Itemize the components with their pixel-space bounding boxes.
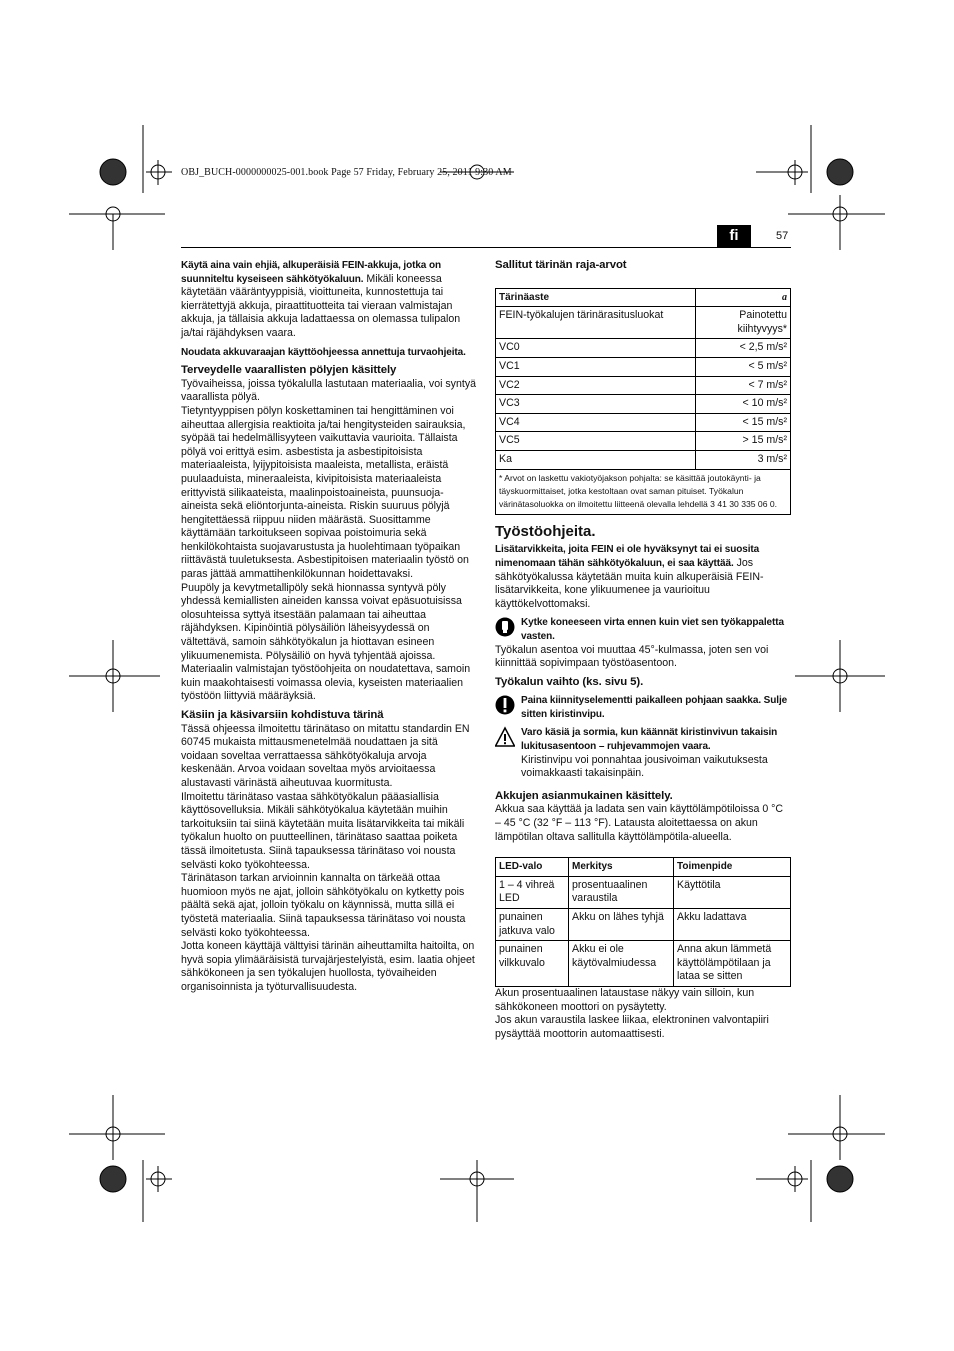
- table-cell: < 7 m/s²: [696, 376, 791, 395]
- table-cell: Painotettu kiihtyvyys*: [696, 307, 791, 339]
- battery-warning-text: Mikäli koneessa käytetään vääräntyyppisiä, vioittuneita, kunnostettuja tai kierrätettyjä akkuja, piraattituotteita tai vieraan valmistajan akkuja, ja tällaisia akkuja ladattaessa on olemassa tulipalon ja/tai räjähdyksen vaara.: [181, 272, 461, 339]
- table-row: [496, 909, 791, 941]
- low-charge-text: Jos akun varaustila laskee liikaa, elektroninen valvontapiiri pysäyttää moottorin automaattisesti.: [495, 1014, 769, 1040]
- table-cell: VC4: [496, 413, 696, 432]
- table-cell: VC5: [496, 432, 696, 451]
- battery-handling-heading: Akkujen asianmukainen käsittely.: [495, 789, 673, 802]
- vibration-paragraph-4: Jotta koneen käyttäjä välttyisi tärinän aiheuttamilta haitoilta, on hyvä sopia ylimääräisistä turvajärjestelyistä, esim. laatia ohjeet sähkökoneen ja sen työkalujen huollosta, työvaiheiden organisoinnista ja työturvallisuudesta.: [181, 940, 475, 993]
- table-header-row: [496, 288, 791, 307]
- table-footnote-row: [496, 469, 791, 514]
- table-cell: VC0: [496, 339, 696, 358]
- warning-hands-bold: Varo käsiä ja sormia, kun käännät kiristinvivun takaisin lukitusasentoon – ruhjevammojen vaara.: [521, 727, 778, 753]
- table-cell: punainen jatkuva valo: [496, 909, 569, 941]
- table-row: [496, 307, 791, 339]
- table-header-cell: LED-valo: [496, 858, 569, 877]
- charger-note: Noudata akkuvaraajan käyttöohjeessa annettuja turvaohjeita.: [181, 346, 466, 358]
- table-cell: Käyttötila: [674, 876, 791, 908]
- table-header-row: [496, 858, 791, 877]
- vibration-paragraph-2: Ilmoitettu tärinätaso vastaa sähkötyökalun pääasiallisia käyttösovelluksia. Mikäli sähkötyökalua käytetään muihin tarkoituksiin tai siinä käytetään muita lisätarvikkeita tai mikäli työkalun huolto on puutteellinen, tärinätaso saattaa poiketa tässä ilmoitetusta. Siinä tapauksessa tärinätaso voi nousta selvästi koko työkohteessa.: [181, 790, 465, 871]
- table-row: [496, 941, 791, 987]
- led-table: [495, 857, 791, 987]
- table-cell: VC1: [496, 357, 696, 376]
- print-header: OBJ_BUCH-0000000025-001.book Page 57 Friday, February 25, 2011 9:30 AM: [181, 167, 512, 178]
- table-header-cell: a: [696, 288, 791, 307]
- header-rule: [181, 247, 791, 248]
- table-cell: < 10 m/s²: [696, 395, 791, 414]
- charge-display-text: Akun prosentuaalinen lataustase näkyy vain silloin, kun sähkökoneen moottori on pysäytetty.: [495, 986, 755, 1013]
- vibration-paragraph-3: Tärinätason tarkan arvioinnin kannalta on tärkeää ottaa huomioon myös ne ajat, jolloin sähkötyökalu on kytketty pois päältä sekä ajat, jolloin työkalu on käynnissä, mutta sillä ei työstetä materiaalia. Siinä tapauksessa tärinätaso voi nousta selvästi koko työkohteessa.: [181, 872, 466, 939]
- vibration-paragraph-1: Tässä ohjeessa ilmoitettu tärinätaso on mitattu standardin EN 60745 mukaista mittausmenetelmää noudattaen ja sitä voidaan soveltaa verrattaessa sähkötyökaluja arvoja keskenään. Arvoa voidaan soveltaa myös arvioitaessa alustavasti värinästä aiheutuvaa kuormitusta.: [181, 722, 470, 789]
- angle-text: Työkalun asentoa voi muuttaa 45°-kulmassa, joten sen voi kiinnittää sopivimpaan työstöasentoon.: [495, 643, 769, 670]
- note-unplug-text: Kytke koneeseen virta ennen kuin viet sen työkappaletta vasten.: [521, 617, 784, 642]
- dust-heading: Terveydelle vaarallisten pölyjen käsittely: [181, 364, 397, 377]
- plug-info-icon: [495, 616, 515, 638]
- table-cell: FEIN-työkalujen tärinärasitusluokat: [496, 307, 696, 339]
- table-cell: VC2: [496, 376, 696, 395]
- work-instructions-heading: Työstöohjeita.: [495, 522, 596, 540]
- table-cell: Akku ladattava: [674, 909, 791, 941]
- table-footnote: * Arvot on laskettu vakiotyöjakson pohjalta: se käsittää joutokäynti- ja täyskuormittaiset, jotka kestoltaan ovat saman pituiset. Työkalun värinätasoluokka on ilmoitettu liitteenä olevalla lehdellä 3 41 30 335 06 0.: [496, 469, 791, 514]
- note-press-text: Paina kiinnityselementti paikalleen pohjaan saakka. Sulje sitten kiristinvipu.: [521, 695, 788, 720]
- table-cell: Akku on lähes tyhjä: [569, 909, 674, 941]
- table-row: [496, 876, 791, 908]
- table-cell: > 15 m/s²: [696, 432, 791, 451]
- page-number: 57: [776, 230, 789, 242]
- table-cell: < 2,5 m/s²: [696, 339, 791, 358]
- table-cell: prosentuaalinen varaustila: [569, 876, 674, 908]
- table-row: [496, 339, 791, 358]
- warning-hands-text: Kiristinvipu voi ponnahtaa jousivoiman vaikutuksesta voimakkaasti takaisinpäin.: [521, 753, 768, 780]
- left-column: [181, 259, 477, 994]
- vibration-heading: Käsiin ja käsivarsiin kohdistuva tärinä: [181, 709, 384, 721]
- table-row: [496, 357, 791, 376]
- table-header-cell: Tärinäaste: [496, 288, 696, 307]
- table-row: [496, 413, 791, 432]
- battery-warning-bold: Käytä aina vain ehjiä, alkuperäisiä FEIN-akkuja, jotka on suunniteltu kyseiseen sähkötyökaluun.: [181, 260, 441, 285]
- table-header-cell: Merkitys: [569, 858, 674, 877]
- accessory-warning-text: Jos sähkötyökalussa käytetään muita kuin alkuperäisiä FEIN-lisätarvikkeita, kone ylikuumenee ja vaurioituu käyttökelvottomaksi.: [495, 556, 764, 610]
- table-row: [496, 432, 791, 451]
- table-cell: Ka: [496, 450, 696, 469]
- accessory-warning: [495, 543, 791, 611]
- dust-paragraph-1: Työvaiheissa, joissa työkalulla lastutaan materiaalia, voi syntyä vaarallista pölyä.: [181, 377, 477, 404]
- table-cell: VC3: [496, 395, 696, 414]
- tool-change-heading: Työkalun vaihto (ks. sivu 5).: [495, 675, 644, 688]
- dust-paragraph-3: Puupöly ja kevytmetallipöly sekä hionnassa syntyvä pöly yhdessä kemiallisten aineiden kanssa voivat epäsuotuisissa olosuhteissa syttyä itsestään palamaan tai aiheuttaa räjähdyksen. Kipinöintiä pölysäiliön läheisyydessä on vältettävä, samoin sähkötyökalun ja hiottavan esineen ylikuumenemista. Pölysäiliö on hyvä tyhjentää ajoissa. Materiaalin valmistajan työstöohjeita on noudatettava, samoin kuin maakohtaisesti voimassa olevia, kyseisten materiaalien työstöön liittyviä määräyksiä.: [181, 581, 471, 703]
- vibration-table: [495, 288, 791, 515]
- table-cell: punainen vilkkuvalo: [496, 941, 569, 987]
- dust-paragraph-2: Tietyntyyppisen pölyn koskettaminen tai hengittäminen voi aiheuttaa allergisia reaktioita ja/tai hengitysteiden sairauksia, syöpää tai hedelmällisyyteen vaikuttavia vaurioita. Tällaista pölyä voi erittyä esim. asbestista ja asbestipitoisista materiaaleista, lyijypitoisista maaleista, metallista, eräistä puulaaduista, mineraaleista, kivipitoisista materiaaleista erittyvistä silikaateista, maalinpoistoaineista, puunsuoja-aineista sekä eliöntorjunta-aineista. Riskin suuruus pölyjä hengitettäessä riippuu niiden määrästä. Suosittamme käyttämään tarkoitukseen sopivaa poistoimuria sekä henkilökohtaista suojavarustusta ja huolehtimaan työpaikan riittävästä tuuletuksesta. Asbestipitoisen materiaalin työstö on paras jättää ammattihenkilökunnan hoidettavaksi.: [181, 404, 469, 581]
- warning-hands: [495, 726, 791, 780]
- table-header-cell: Toimenpide: [674, 858, 791, 877]
- note-unplug: [495, 616, 791, 643]
- note-press: [495, 694, 791, 721]
- table-cell: < 5 m/s²: [696, 357, 791, 376]
- right-column: [495, 259, 791, 1041]
- table-cell: 1 – 4 vihreä LED: [496, 876, 569, 908]
- accessory-warning-bold: Lisätarvikkeita, joita FEIN ei ole hyväksynyt tai ei suosita nimenomaan tähän sähkötyökaluun, ei saa käyttää.: [495, 544, 760, 569]
- table-cell: Anna akun lämmetä käyttölämpötilaan ja lataa se sitten: [674, 941, 791, 987]
- battery-warning: [181, 259, 477, 341]
- table-row: [496, 395, 791, 414]
- vibration-limits-heading: Sallitut tärinän raja-arvot: [495, 259, 627, 271]
- table-cell: 3 m/s²: [696, 450, 791, 469]
- table-row: [496, 376, 791, 395]
- language-badge: fi: [717, 225, 751, 247]
- table-cell: Akku ei ole käytövalmiudessa: [569, 941, 674, 987]
- table-row: [496, 450, 791, 469]
- exclamation-icon: [495, 694, 515, 716]
- warning-triangle-icon: [495, 726, 515, 748]
- table-cell: < 15 m/s²: [696, 413, 791, 432]
- battery-handling-text: Akkua saa käyttää ja ladata sen vain käyttölämpötiloissa 0 °C – 45 °C (32 °F – 113 °F). Lataustа aloitettaessa on akun lämpötilan oltava sallitulla käyttölämpötila-alueella.: [495, 803, 784, 843]
